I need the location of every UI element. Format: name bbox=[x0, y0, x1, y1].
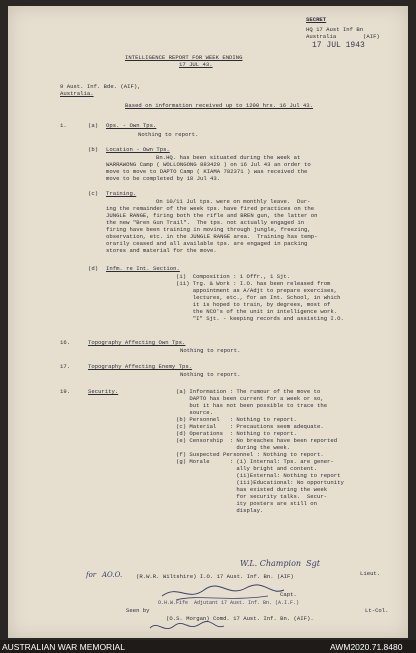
report-title-date: 17 JUL 43. bbox=[179, 61, 213, 68]
security-line: for security talks. Secur- bbox=[176, 493, 328, 500]
section-1b-line: WARRAWONG Camp ( WOLLONGONG 883420 ) on 16 Jul 43 an order to bbox=[106, 161, 311, 168]
security-line: during the week. bbox=[176, 444, 291, 451]
security-line: (ii)External: Nothing to report bbox=[176, 472, 341, 479]
handwritten-for: for bbox=[86, 571, 97, 579]
security-line: has existed during the week bbox=[176, 486, 328, 493]
security-line: source. bbox=[176, 409, 213, 416]
handwritten-signature-1: W.L. Champion Sgt bbox=[240, 559, 320, 568]
section-1c-line: the new "Bren Gun Trail". The tps. not actually engaged in bbox=[106, 219, 305, 226]
adjutant-stamp: O.H.W.Fife Adjutant 17 Aust. Inf. Bn. (A.I.F.) bbox=[158, 600, 300, 606]
section-1d-line: (ii) Trg. & Work : I.O. has been released from bbox=[176, 280, 331, 287]
security-line: (g) Morale : (i) Internal: Tps. are gener- bbox=[176, 458, 334, 465]
document-page bbox=[8, 6, 408, 638]
security-line: (f) Suspected Personnel : Nothing to report. bbox=[176, 451, 324, 458]
archive-footer bbox=[0, 640, 416, 653]
commander-line: (O.S. Morgan) Comd. 17 Aust. Inf. Bn. (AIF). bbox=[166, 615, 314, 622]
section-17-heading: Topography Affecting Enemy Tps. bbox=[88, 363, 193, 370]
section-1b-line: move to be completed by 18 Jul 43. bbox=[106, 175, 221, 182]
addressee-line-2: Australia. bbox=[60, 90, 94, 97]
section-1b-line: move to move to DAPTO Camp ( KIAMA 782371 ) was received the bbox=[106, 168, 308, 175]
section-16-heading: Topography Affecting Own Tps. bbox=[88, 339, 186, 346]
section-1a-label: (a) bbox=[88, 122, 99, 129]
section-1d-heading: Infm. re Int. Section. bbox=[106, 265, 180, 272]
section-1d-line: appointment as A/Adjt to prepare exercises, bbox=[176, 287, 338, 294]
addressee-line-1: 9 Aust. Inf. Bde. (AIF), bbox=[60, 83, 141, 90]
footer-accession-number: AWM2020.71.8480 bbox=[330, 642, 403, 652]
section-1a-heading: Ops. - Own Tps. bbox=[106, 122, 157, 129]
section-1d-line: lectures, etc., for an Int. School, in which bbox=[176, 294, 341, 301]
section-19-heading: Security. bbox=[88, 388, 119, 395]
section-1d-label: (d) bbox=[88, 265, 99, 272]
section-1d-line: it is hoped to train, by degrees, most of bbox=[176, 301, 331, 308]
secret-label: SECRET bbox=[306, 16, 327, 23]
aif-heading: (AIF) bbox=[363, 33, 380, 40]
security-line: (e) Censorship : No breaches have been reported bbox=[176, 437, 338, 444]
report-title: INTELLIGENCE REPORT FOR WEEK ENDING bbox=[125, 54, 243, 61]
section-19-number: 19. bbox=[60, 388, 71, 395]
place-heading: Australia bbox=[306, 33, 337, 40]
section-16-text: Nothing to report. bbox=[180, 347, 241, 354]
section-1d-line: (i) Composition : 1 Offr., 1 Sjt. bbox=[176, 273, 291, 280]
section-1b-label: (b) bbox=[88, 146, 99, 153]
section-17-number: 17. bbox=[60, 363, 71, 370]
section-1d-line: "I" Sjt. - keeping records and assisting I.O. bbox=[176, 315, 344, 322]
section-16-number: 16. bbox=[60, 339, 71, 346]
security-line: display. bbox=[176, 507, 264, 514]
security-line: (b) Personnel : Nothing to report. bbox=[176, 416, 297, 423]
section-1c-line: JUNGLE RANGE, firing both the rifle and BREN gun, the latter on bbox=[106, 212, 318, 219]
security-line: ally bright and content. bbox=[176, 465, 317, 472]
section-1c-line: orarily ceased and all available tps. are engaged in packing bbox=[106, 240, 308, 247]
section-1c-label: (c) bbox=[88, 190, 99, 197]
section-1c-heading: Training. bbox=[106, 190, 137, 197]
section-17-text: Nothing to report. bbox=[180, 371, 241, 378]
security-line: DAPTO has been current for a week or so, bbox=[176, 395, 324, 402]
date-stamp: 17 JUL 1943 bbox=[312, 41, 365, 50]
security-line: (d) Operations : Nothing to report. bbox=[176, 430, 297, 437]
seen-by-label: Seen by bbox=[126, 607, 150, 614]
security-line: (a) Information : The rumour of the move to bbox=[176, 388, 321, 395]
stamp-capt: Capt. bbox=[280, 591, 297, 598]
section-1a-text: Nothing to report. bbox=[138, 131, 199, 138]
footer-institution: AUSTRALIAN WAR MEMORIAL bbox=[2, 642, 125, 652]
handwritten-signature-3 bbox=[148, 618, 228, 636]
section-1c-line: observation, etc. in the JUNGLE RANGE area. Training has temp- bbox=[106, 233, 318, 240]
section-1c-line: firing have been training in moving through jungle, freezing, bbox=[106, 226, 311, 233]
security-line: ity posters are still on bbox=[176, 500, 317, 507]
handwritten-ao: AO.O. bbox=[102, 571, 123, 579]
section-1d-line: the NCO's of the unit in intelligence work. bbox=[176, 308, 338, 315]
based-on-line: Based on information received up to 1200 hrs. 16 Jul 43. bbox=[125, 102, 313, 109]
section-1c-line: stores and material for the move. bbox=[106, 247, 217, 254]
section-1b-heading: Location - Own Tps. bbox=[106, 146, 170, 153]
signature-rank: Lieut. bbox=[360, 570, 381, 577]
section-1c-line: ing the remainder of the week tps. have fired practices on the bbox=[106, 205, 315, 212]
section-1c-line: On 10/11 Jul tps. were on monthly leave. Dur- bbox=[156, 198, 311, 205]
commander-rank: Lt-Col. bbox=[365, 607, 389, 614]
security-line: but it has not been possible to trace the bbox=[176, 402, 328, 409]
security-line: (iii)Educational: No opportunity bbox=[176, 479, 344, 486]
security-line: (c) Material : Precautions seem adequate. bbox=[176, 423, 324, 430]
section-1-number: 1. bbox=[60, 122, 67, 129]
signature-line: (R.W.R. Wiltshire) I.O. 17 Aust. Inf. Bn. (AIF) bbox=[136, 573, 294, 580]
section-1b-line: Bn.HQ. has been situated during the week at bbox=[156, 154, 301, 161]
unit-heading: HQ 17 Aust Inf Bn bbox=[306, 26, 364, 33]
